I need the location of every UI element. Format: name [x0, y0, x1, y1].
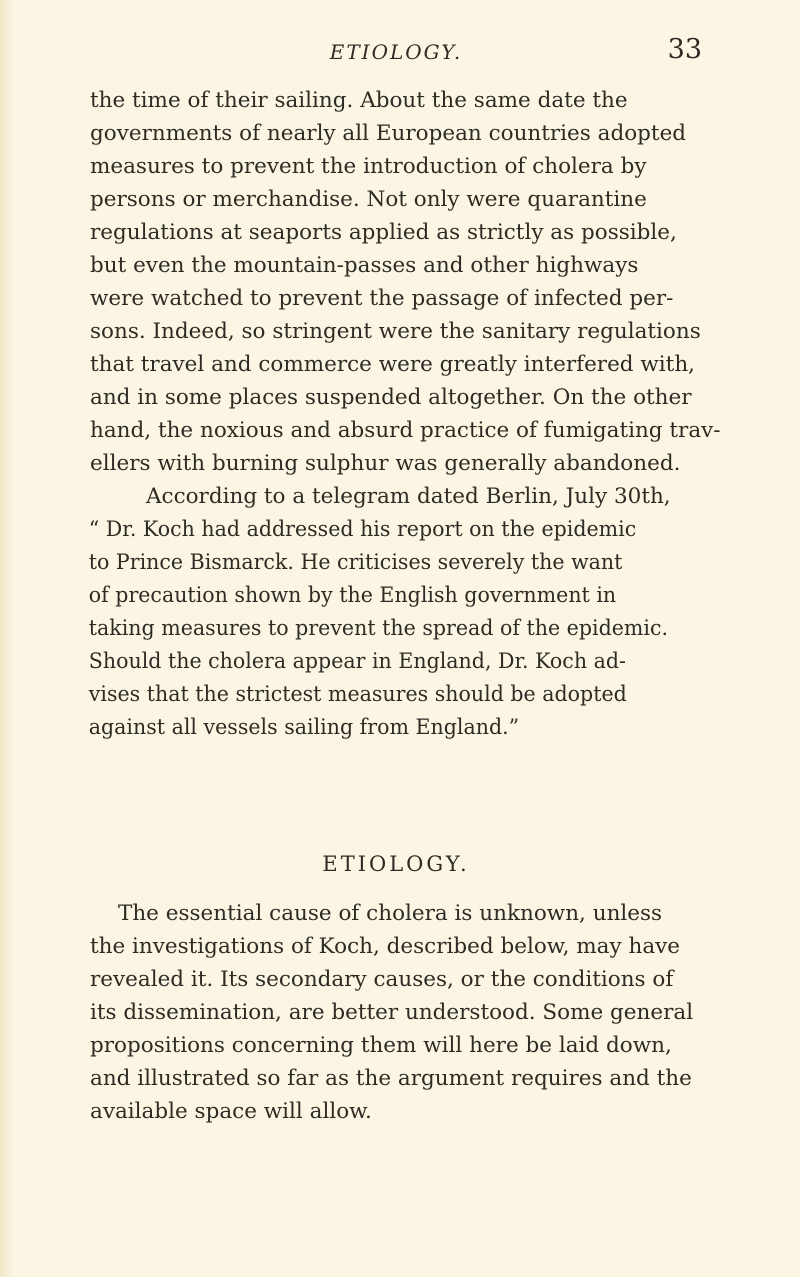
running-head-title: ETIOLOGY.: [329, 40, 463, 64]
text-line: According to a telegram dated Berlin, July 30th,: [146, 484, 671, 509]
text-line: vises that the strictest measures should be adopted: [88, 682, 627, 707]
paragraph-etiology: [90, 897, 702, 1128]
text-line: that travel and commerce were greatly interfered with,: [90, 352, 696, 377]
text-line: the investigations of Koch, described below, may have: [90, 934, 681, 959]
running-head: [90, 34, 702, 80]
text-line: revealed it. Its secondary causes, or the conditions of: [90, 967, 674, 992]
text-line: and illustrated so far as the argument requires and the: [90, 1066, 692, 1091]
paragraph-telegram: [90, 480, 702, 744]
text-line: of precaution shown by the English government in: [88, 583, 617, 608]
text-line: hand, the noxious and absurd practice of fumigating trav-: [90, 418, 721, 443]
text-line: sons. Indeed, so stringent were the sanitary regulations: [90, 319, 701, 344]
text-line: The essential cause of cholera is unknown, unless: [118, 901, 663, 926]
text-line: governments of nearly all European countries adopted: [90, 121, 687, 146]
text-line: taking measures to prevent the spread of the epidemic.: [88, 616, 668, 641]
text-line: available space will allow.: [90, 1099, 372, 1124]
text-line: the time of their sailing. About the same date the: [90, 88, 628, 113]
text-line: and in some places suspended altogether. On the other: [90, 385, 692, 410]
text-line: its dissemination, are better understood. Some general: [90, 1000, 694, 1025]
section-heading: ETIOLOGY.: [322, 852, 470, 876]
text-line: “ Dr. Koch had addressed his report on the epidemic: [88, 517, 637, 542]
text-line: regulations at seaports applied as strictly as possible,: [90, 220, 677, 245]
page-number: 33: [667, 34, 702, 65]
text-line: to Prince Bismarck. He criticises severely the want: [88, 550, 623, 575]
text-line: were watched to prevent the passage of infected per-: [90, 286, 674, 311]
text-line: ellers with burning sulphur was generally abandoned.: [90, 451, 681, 476]
text-line: persons or merchandise. Not only were quarantine: [90, 187, 647, 212]
paragraph-sailing: [90, 84, 721, 480]
text-line: Should the cholera appear in England, Dr. Koch ad-: [88, 649, 626, 674]
text-line: but even the mountain-passes and other highways: [90, 253, 639, 278]
text-line: against all vessels sailing from England.”: [88, 715, 520, 740]
text-line: measures to prevent the introduction of cholera by: [90, 154, 647, 179]
page-edge: [0, 0, 14, 1277]
text-line: propositions concerning them will here be laid down,: [90, 1033, 672, 1058]
body-text: [88, 84, 721, 1128]
